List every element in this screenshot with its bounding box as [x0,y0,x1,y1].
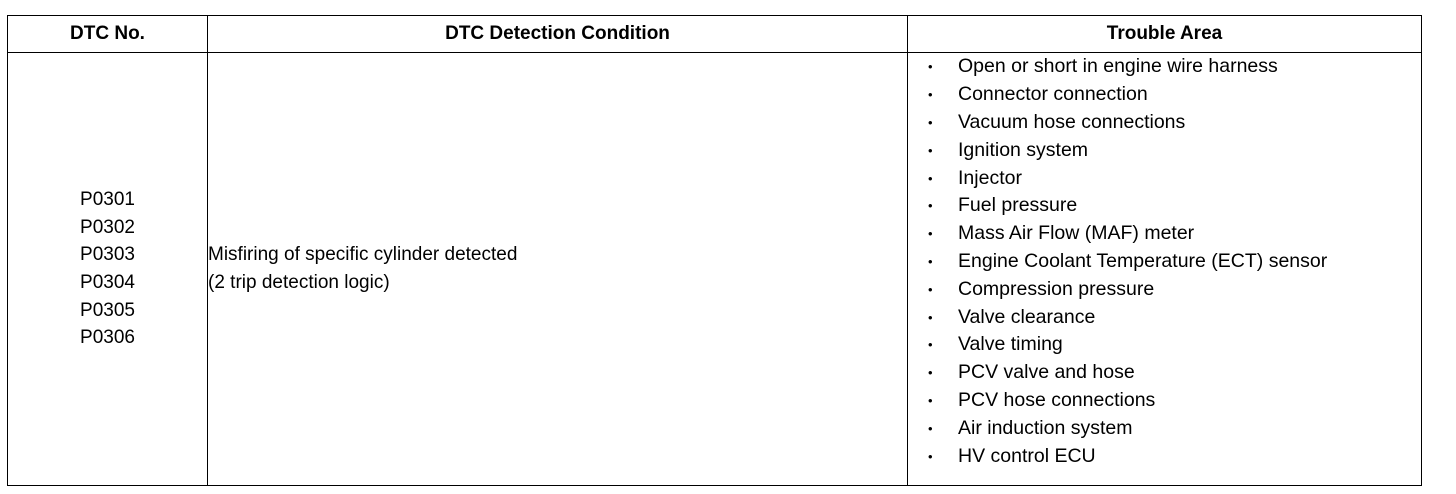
list-item [908,359,1421,387]
trouble-area-item: Air induction system [958,416,1133,439]
dtc-code: P0301 [80,189,135,211]
trouble-area-list [908,53,1421,470]
list-item [908,275,1421,303]
list-item [908,303,1421,331]
dtc-code: P0303 [80,244,135,266]
header-row [8,16,1422,53]
bullet-icon: • [928,392,933,408]
list-item [908,414,1421,442]
bullet-icon: • [928,170,933,186]
bullet-icon: • [928,87,933,103]
trouble-area-item: Vacuum hose connections [958,110,1186,133]
bullet-icon: • [928,59,933,75]
header-trouble-area: Trouble Area [908,16,1422,53]
condition-note: (2 trip detection logic) [208,272,390,293]
list-item [908,331,1421,359]
bullet-icon: • [928,198,933,214]
trouble-area-item: Ignition system [958,138,1089,161]
header-dtc-no: DTC No. [8,16,208,53]
trouble-area-item: Open or short in engine wire harness [958,55,1278,78]
trouble-area-cell [908,53,1422,486]
trouble-area-item: Fuel pressure [958,194,1078,217]
bullet-icon: • [928,448,933,464]
trouble-area-item: Injector [958,166,1022,189]
trouble-area-item: PCV valve and hose [958,361,1135,384]
condition-text: Misfiring of specific cylinder detected [208,244,518,266]
bullet-icon: • [928,309,933,325]
bullet-icon: • [928,142,933,158]
dtc-code: P0306 [80,327,135,349]
trouble-area-item: Connector connection [958,83,1148,106]
trouble-area-item: Mass Air Flow (MAF) meter [958,222,1195,245]
list-item [908,136,1421,164]
trouble-area-item: Compression pressure [958,277,1155,300]
list-item [908,442,1421,470]
trouble-area-item: Engine Coolant Temperature (ECT) sensor [958,249,1328,272]
bullet-icon: • [928,365,933,381]
table-row [8,53,1422,486]
bullet-icon: • [928,226,933,242]
list-item [908,192,1421,220]
dtc-code: P0304 [80,272,135,293]
dtc-codes-cell [8,53,208,486]
list-item [908,81,1421,109]
bullet-icon: • [928,253,933,269]
trouble-area-item: Valve timing [958,333,1063,356]
list-item [908,53,1421,81]
list-item [908,109,1421,137]
bullet-icon: • [928,114,933,130]
dtc-table [7,15,1422,486]
bullet-icon: • [928,281,933,297]
dtc-code: P0302 [80,216,135,238]
list-item [908,387,1421,415]
trouble-area-item: PCV hose connections [958,388,1156,411]
detection-condition-cell [208,53,908,486]
list-item [908,248,1421,276]
bullet-icon: • [928,420,933,436]
dtc-code: P0305 [80,299,135,321]
list-item [908,220,1421,248]
header-detection-condition: DTC Detection Condition [208,16,908,53]
list-item [908,164,1421,192]
bullet-icon: • [928,337,933,353]
trouble-area-item: Valve clearance [958,305,1096,328]
trouble-area-item: HV control ECU [958,444,1096,467]
